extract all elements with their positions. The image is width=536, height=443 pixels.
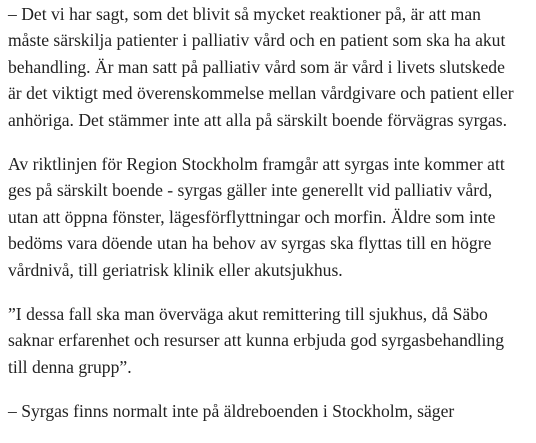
paragraph-quote-palliative-care: – Det vi har sagt, som det blivit så mycket reaktioner på, är att man måste särskilja patienter i palliativ vård och en patient som ska ha akut behandling. Är man satt på palliativ vård som är vård i livets slutskede är det viktigt med överenskommelse mellan vårdgivare och patient eller anhöriga. Det stämmer inte att alla på särskilt boende förvägras syrgas. (8, 4, 514, 130)
paragraph-oxygen-statement: – Syrgas finns normalt inte på äldreboenden i Stockholm, säger (8, 401, 455, 422)
paragraph-guideline-quote: ”I dessa fall ska man överväga akut remittering till sjukhus, då Säbo saknar erfarenhet och resurser att kunna erbjuda god syrgasbehandling till denna grupp”. (8, 304, 505, 377)
article-body (8, 1, 530, 443)
paragraph-region-stockholm-guideline: Av riktlinjen för Region Stockholm framgår att syrgas inte kommer att ges på särskilt boende - syrgas gäller inte generellt vid palliativ vård, utan att öppna fönster, lägesförflyttningar och morfin. Äldre som inte bedöms vara döende utan ha behov av syrgas ska flyttas till en högre vårdnivå, till geriatrisk klinik eller akutsjukhus. (8, 154, 505, 280)
